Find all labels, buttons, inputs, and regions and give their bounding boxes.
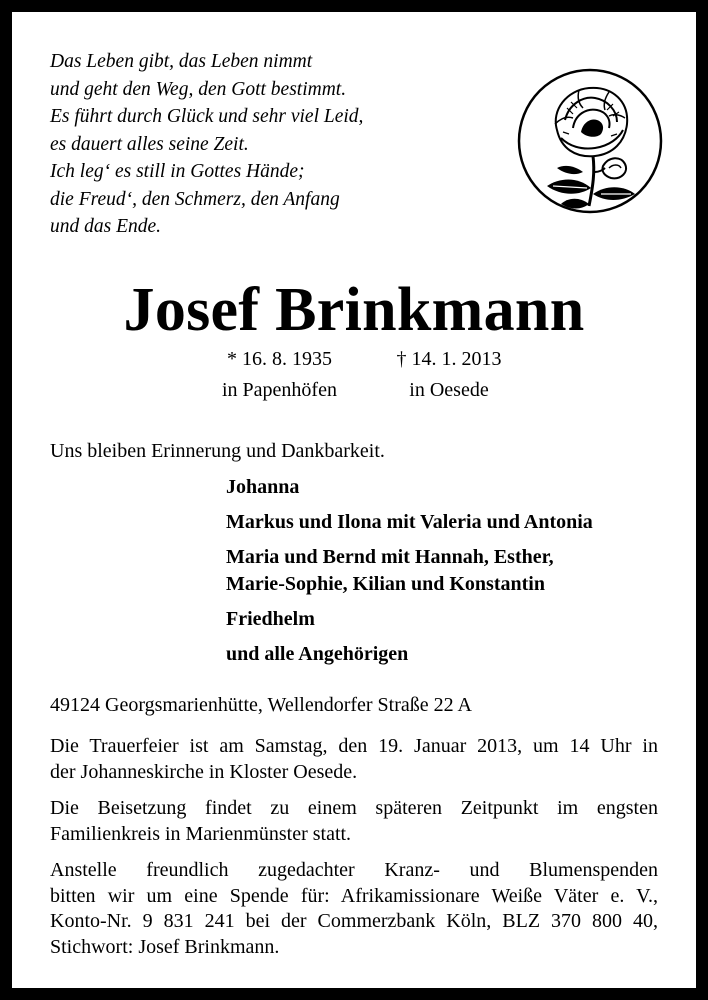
- family-line: Johanna: [226, 476, 300, 498]
- family-line: Maria und Bernd mit Hannah, Esther,: [226, 546, 554, 568]
- death-info: [374, 344, 524, 406]
- family-entry: [226, 509, 686, 536]
- text-line: der Johanneskirche in Kloster Oesede.: [50, 760, 358, 783]
- poem-line: und geht den Weg, den Gott bestimmt.: [50, 78, 347, 100]
- text-line: Konto-Nr. 9 831 241 bei der Commerzbank Köln, BLZ 370 800 40,: [50, 910, 658, 932]
- family-line: Friedhelm: [226, 608, 315, 630]
- poem-line: die Freud‘, den Schmerz, den Anfang: [50, 188, 340, 210]
- poem-line: es dauert alles seine Zeit.: [50, 133, 249, 155]
- poem-line: Ich leg‘ es still in Gottes Hände;: [50, 161, 305, 182]
- address: 49124 Georgsmarienhütte, Wellendorfer Straße 22 A: [50, 694, 472, 716]
- birth-info: [192, 344, 367, 406]
- poem-line: und das Ende.: [50, 216, 162, 237]
- text-line: bitten wir um eine Spende für: Afrikamissionare Weiße Väter e. V.,: [50, 884, 658, 907]
- rose-icon: [517, 68, 663, 214]
- death-place: in Oesede: [409, 379, 489, 401]
- death-date: † 14. 1. 2013: [396, 348, 502, 370]
- funeral-info: [50, 734, 658, 785]
- family-line: Markus und Ilona mit Valeria und Antonia: [226, 511, 593, 533]
- obituary-card: [12, 12, 696, 988]
- family-entry: [226, 641, 686, 668]
- intro-text: Uns bleiben Erinnerung und Dankbarkeit.: [50, 440, 385, 462]
- poem-line: Es führt durch Glück und sehr viel Leid,: [50, 106, 364, 127]
- text-line: Stichwort: Josef Brinkmann.: [50, 935, 280, 958]
- text-line: Familienkreis in Marienmünster statt.: [50, 822, 352, 845]
- family-entry: [226, 544, 686, 598]
- deceased-name: Josef Brinkmann: [123, 276, 585, 344]
- burial-info: [50, 796, 658, 847]
- text-line: Anstelle freundlich zugedachter Kranz- und Blumenspenden: [50, 859, 658, 881]
- family-line: Marie-Sophie, Kilian und Konstantin: [226, 573, 545, 595]
- birth-place: in Papenhöfen: [222, 379, 337, 401]
- text-line: Die Beisetzung findet zu einem späteren Zeitpunkt im engsten: [50, 797, 658, 819]
- family-list: [226, 474, 686, 676]
- poem: [50, 48, 490, 241]
- poem-line: Das Leben gibt, das Leben nimmt: [50, 51, 313, 72]
- birth-date: * 16. 8. 1935: [227, 348, 332, 370]
- text-line: Die Trauerfeier ist am Samstag, den 19. Januar 2013, um 14 Uhr in: [50, 735, 658, 757]
- family-entry: [226, 606, 686, 633]
- donation-info: [50, 858, 658, 960]
- family-entry: [226, 474, 686, 501]
- family-line: und alle Angehörigen: [226, 643, 409, 665]
